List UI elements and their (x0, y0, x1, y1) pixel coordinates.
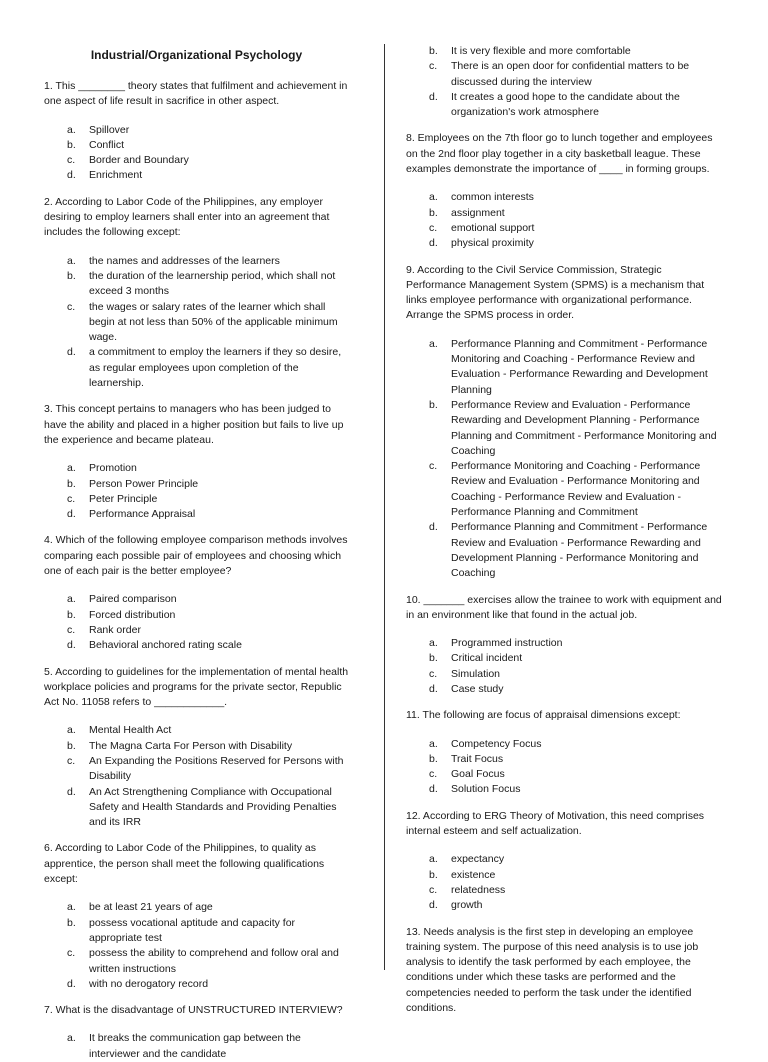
option-text: growth (451, 899, 483, 912)
option-letter: b. (429, 652, 438, 665)
right-column (406, 0, 722, 1016)
question-text: 8. Employees on the 7th floor go to lunch together and employees on the 2nd floor play together in a city basketball league. These examples demonstrate the importance of ____ in forming groups. (406, 132, 713, 176)
option-letter: a. (429, 337, 438, 350)
answer-option (44, 623, 349, 638)
option-letter: c. (429, 883, 438, 896)
answer-option (44, 946, 349, 977)
option-letter: b. (429, 752, 438, 765)
option-text: Trait Focus (451, 752, 504, 765)
question-text: 9. According to the Civil Service Commission, Strategic Performance Management System (SPMS) is a mechanism that links employee performance with organizational performance. Arrange the SPMS process in order. (406, 263, 705, 322)
option-letter: b. (67, 269, 76, 282)
option-text: Performance Monitoring and Coaching - Performance Review and Evaluation - Performance Monitoring and Coaching - Performance Review and Evaluation - Performance Planning and Commitment (451, 460, 701, 519)
option-letter: a. (67, 593, 76, 606)
option-letter: c. (67, 623, 76, 636)
option-letter: b. (429, 398, 438, 411)
option-text: An Expanding the Positions Reserved for Persons with Disability (89, 754, 344, 783)
question-text: 5. According to guidelines for the implementation of mental health workplace policies and programs for the private sector, Republic Act No. 11058 refers to ____________. (44, 665, 349, 709)
answer-options (44, 461, 349, 522)
answer-option (406, 737, 722, 752)
answer-option (406, 236, 722, 251)
option-text: Performance Review and Evaluation - Performance Rewarding and Development Planning - Performance Planning and Commitment - Performance Monitoring and Coaching (451, 398, 717, 457)
answer-options (406, 190, 722, 251)
option-letter: d. (67, 508, 76, 521)
answer-option (44, 461, 349, 476)
answer-option (44, 254, 349, 269)
option-letter: b. (429, 45, 438, 57)
option-letter: a. (429, 853, 438, 866)
option-letter: b. (429, 868, 438, 881)
question-text: 1. This ________ theory states that fulfilment and achievement in one aspect of life result in sacrifice in other aspect. (44, 80, 348, 108)
right-question-list (406, 44, 722, 1016)
answer-option (44, 916, 349, 947)
option-letter: a. (67, 462, 76, 475)
option-text: It is very flexible and more comfortable (451, 45, 631, 57)
answer-option (44, 785, 349, 831)
answer-option (44, 269, 349, 300)
option-letter: a. (67, 254, 76, 267)
option-letter: d. (429, 783, 438, 796)
option-letter: c. (429, 460, 438, 473)
answer-option (44, 168, 349, 183)
option-letter: b. (67, 477, 76, 490)
answer-option (44, 507, 349, 522)
option-letter: d. (429, 90, 438, 103)
option-text: Case study (451, 682, 504, 695)
option-text: possess the ability to comprehend and follow oral and written instructions (89, 947, 339, 975)
option-text: Performance Planning and Commitment - Performance Monitoring and Coaching - Performance Review and Evaluation - Performance Rewarding and Development Planning (451, 337, 708, 396)
answer-options (44, 254, 349, 392)
question-text: 6. According to Labor Code of the Philippines, to quality as apprentice, the person shall meet the following qualifications except: (44, 842, 325, 886)
answer-option (406, 520, 722, 581)
option-letter: d. (67, 639, 76, 652)
option-text: Peter Principle (89, 492, 158, 505)
option-letter: a. (429, 737, 438, 750)
option-text: There is an open door for confidential matters to be discussed during the interview (451, 60, 690, 88)
option-letter: b. (67, 608, 76, 621)
question-text: 10. _______ exercises allow the trainee to work with equipment and in an environment like that found in the actual job. (406, 593, 722, 621)
answer-options (406, 852, 722, 913)
option-letter: c. (67, 492, 76, 505)
option-text: the duration of the learnership period, which shall not exceed 3 months (89, 269, 336, 298)
option-letter: d. (67, 346, 76, 359)
option-text: Conflict (89, 138, 125, 151)
option-text: Paired comparison (89, 593, 177, 606)
option-text: the names and addresses of the learners (89, 254, 280, 267)
option-text: Enrichment (89, 169, 143, 182)
option-text: Mental Health Act (89, 724, 172, 737)
option-letter: a. (429, 191, 438, 204)
option-text: Competency Focus (451, 737, 542, 750)
left-column (44, 0, 349, 1062)
option-text: the wages or salary rates of the learner which shall begin at not less than 50% of the applicable minimum wage. (89, 300, 338, 344)
answer-option (44, 608, 349, 623)
option-letter: c. (67, 154, 76, 167)
option-text: Border and Boundary (89, 154, 189, 167)
option-text: Promotion (89, 462, 137, 475)
answer-option (406, 868, 722, 883)
answer-option (406, 459, 722, 520)
answer-option (44, 754, 349, 785)
answer-options (406, 44, 722, 120)
answer-option (406, 752, 722, 767)
question-text: 4. Which of the following employee comparison methods involves comparing each possible pair of employees and choosing which one of each pair is the better employee? (44, 534, 348, 578)
option-text: Goal Focus (451, 768, 505, 781)
answer-option (406, 90, 722, 121)
answer-options (44, 123, 349, 184)
option-letter: a. (429, 637, 438, 650)
option-text: It breaks the communication gap between the interviewer and the candidate (89, 1032, 301, 1060)
answer-option (406, 206, 722, 221)
answer-options (44, 723, 349, 830)
option-letter: c. (429, 221, 438, 234)
option-text: Spillover (89, 123, 130, 136)
option-text: Simulation (451, 667, 501, 680)
option-letter: c. (67, 754, 76, 767)
option-letter: d. (67, 169, 76, 182)
answer-option (406, 337, 722, 398)
answer-option (44, 345, 349, 391)
question-text: 3. This concept pertains to managers who has been judged to have the ability and placed in a higher position but fails to live up the experience and became plateau. (44, 403, 344, 446)
answer-option (44, 477, 349, 492)
answer-option (44, 638, 349, 653)
answer-option (44, 123, 349, 138)
option-letter: a. (67, 1032, 76, 1045)
answer-option (406, 636, 722, 651)
option-text: a commitment to employ the learners if they so desire, as regular employees upon completion of the learnership. (89, 346, 342, 390)
answer-option (406, 883, 722, 898)
answer-option (44, 900, 349, 915)
option-letter: d. (429, 237, 438, 250)
option-letter: c. (67, 947, 76, 960)
option-text: It creates a good hope to the candidate about the organization's work atmosphere (451, 90, 680, 119)
option-text: Programmed instruction (451, 637, 563, 650)
option-text: common interests (451, 191, 534, 204)
option-text: The Magna Carta For Person with Disability (89, 739, 293, 752)
answer-option (44, 592, 349, 607)
option-letter: d. (429, 899, 438, 912)
option-text: Forced distribution (89, 608, 176, 621)
option-text: possess vocational aptitude and capacity for appropriate test (89, 916, 296, 944)
option-text: Rank order (89, 623, 141, 636)
answer-option (44, 138, 349, 153)
option-letter: a. (67, 724, 76, 737)
option-letter: d. (67, 785, 76, 798)
answer-options (44, 592, 349, 653)
answer-options (406, 636, 722, 697)
answer-option (406, 898, 722, 913)
option-text: Performance Appraisal (89, 508, 196, 521)
answer-option (406, 782, 722, 797)
answer-option (406, 221, 722, 236)
question-text: 2. According to Labor Code of the Philippines, any employer desiring to employ learners shall enter into an agreement that includes the following except: (44, 195, 330, 239)
option-text: relatedness (451, 883, 506, 896)
option-text: Critical incident (451, 652, 523, 665)
option-text: expectancy (451, 853, 505, 866)
answer-option (406, 44, 722, 59)
answer-option (406, 682, 722, 697)
answer-option (44, 739, 349, 754)
question-text: 7. What is the disadvantage of UNSTRUCTURED INTERVIEW? (44, 1004, 343, 1017)
column-divider (384, 44, 385, 970)
option-letter: a. (67, 901, 76, 914)
answer-option (406, 852, 722, 867)
option-letter: d. (429, 682, 438, 695)
page-title: Industrial/Organizational Psychology (90, 48, 303, 62)
option-letter: b. (67, 138, 76, 151)
answer-option (44, 723, 349, 738)
option-letter: b. (67, 916, 76, 929)
answer-options (44, 900, 349, 992)
answer-option (44, 153, 349, 168)
answer-option (44, 1031, 349, 1062)
option-letter: a. (67, 123, 76, 136)
left-question-list (44, 79, 349, 1062)
option-text: emotional support (451, 221, 535, 234)
option-letter: c. (67, 300, 76, 313)
answer-option (406, 398, 722, 459)
option-letter: c. (429, 667, 438, 680)
answer-option (44, 300, 349, 346)
option-letter: d. (429, 521, 438, 534)
question-text: 11. The following are focus of appraisal dimensions except: (406, 709, 681, 722)
option-text: Person Power Principle (89, 477, 199, 490)
option-text: An Act Strengthening Compliance with Occupational Safety and Health Standards and Providing Penalties and its IRR (89, 785, 337, 829)
option-letter: b. (429, 206, 438, 219)
option-text: physical proximity (451, 237, 534, 250)
option-text: be at least 21 years of age (89, 901, 213, 914)
question-text: 12. According to ERG Theory of Motivation, this need comprises internal esteem and self actualization. (406, 809, 705, 838)
option-text: Behavioral anchored rating scale (89, 639, 242, 652)
option-letter: c. (429, 768, 438, 781)
answer-option (44, 977, 349, 992)
option-text: with no derogatory record (89, 977, 209, 990)
option-letter: c. (429, 60, 438, 73)
option-text: existence (451, 868, 496, 881)
answer-option (406, 59, 722, 90)
answer-options (44, 1031, 349, 1062)
option-letter: d. (67, 977, 76, 990)
option-text: Solution Focus (451, 783, 521, 796)
answer-options (406, 737, 722, 798)
option-text: Performance Planning and Commitment - Performance Review and Evaluation - Performance Rewarding and Development Planning - Performance Monitoring and Coaching (451, 521, 708, 580)
answer-option (406, 190, 722, 205)
answer-option (44, 492, 349, 507)
answer-option (406, 651, 722, 666)
question-text: 13. Needs analysis is the first step in developing an employee training system. The purpose of this need analysis is to use job analysis to identify the task performed by each employee, the conditions under which these tasks are performed and the competencies needed to perform the task under the identified conditions. (406, 925, 699, 1015)
option-letter: b. (67, 739, 76, 752)
option-text: assignment (451, 206, 505, 219)
answer-options (406, 337, 722, 582)
answer-option (406, 667, 722, 682)
answer-option (406, 767, 722, 782)
